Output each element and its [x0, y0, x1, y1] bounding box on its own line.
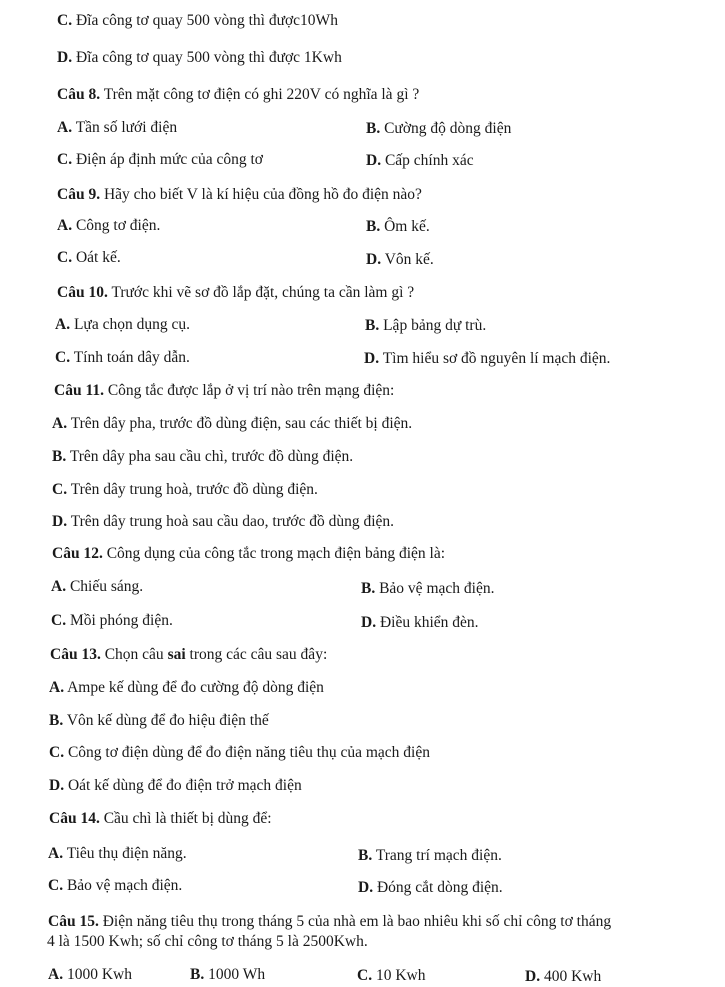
q11-option-a: A. Trên dây pha, trước đồ dùng điện, sau các thiết bị điện.	[52, 415, 413, 432]
q10-option-d: D. Tìm hiểu sơ đồ nguyên lí mạch điện.	[364, 350, 611, 367]
q15-option-d: D. 400 Kwh	[525, 968, 602, 985]
q14-option-b: B. Trang trí mạch điện.	[358, 847, 502, 864]
q13-option-c: C. Công tơ điện dùng để đo điện năng tiêu thụ của mạch điện	[49, 744, 430, 761]
q12-option-a: A. Chiếu sáng.	[51, 578, 144, 595]
q11-option-c: C. Trên dây trung hoà, trước đồ dùng điện.	[52, 481, 318, 498]
q8-option-b: B. Cường độ dòng điện	[366, 120, 512, 137]
q13-option-b: B. Vôn kế dùng để đo hiệu điện thế	[49, 712, 269, 729]
q12-option-d: D. Điều khiển đèn.	[361, 614, 479, 631]
q9-option-a: A. Công tơ điện.	[57, 217, 161, 234]
q15-option-b: B. 1000 Wh	[190, 966, 266, 983]
q14-option-c: C. Bảo vệ mạch điện.	[48, 877, 183, 894]
q11-option-d: D. Trên dây trung hoà sau cầu dao, trước đồ dùng điện.	[52, 513, 395, 530]
q15-option-c: C. 10 Kwh	[357, 967, 426, 984]
question-13: Câu 13. Chọn câu sai trong các câu sau đây:	[50, 646, 328, 663]
q8-option-a: A. Tần số lưới điện	[57, 119, 178, 136]
q12-option-c: C. Mồi phóng điện.	[51, 612, 173, 629]
q14-option-d: D. Đóng cắt dòng điện.	[358, 879, 503, 896]
q9-option-d: D. Vôn kế.	[366, 251, 434, 268]
q11-option-b: B. Trên dây pha sau cầu chì, trước đồ dùng điện.	[52, 448, 354, 465]
q8-option-d: D. Cấp chính xác	[366, 152, 474, 169]
q8-option-c: C. Điện áp định mức của công tơ	[57, 151, 263, 168]
emphasis-word: sai	[167, 646, 186, 663]
question-10: Câu 10. Trước khi vẽ sơ đồ lắp đặt, chúng ta cần làm gì ?	[57, 284, 415, 301]
q14-option-a: A. Tiêu thụ điện năng.	[48, 845, 187, 862]
q10-option-c: C. Tính toán dây dẫn.	[55, 349, 190, 366]
question-12: Câu 12. Công dụng của công tắc trong mạch điện bảng điện là:	[52, 545, 446, 562]
question-11: Câu 11. Công tắc được lắp ở vị trí nào trên mạng điện:	[54, 382, 395, 399]
q13-option-a: A. Ampe kế dùng để đo cường độ dòng điện	[49, 679, 324, 696]
q15-option-a: A. 1000 Kwh	[48, 966, 132, 983]
q7-option-c: C. Đĩa công tơ quay 500 vòng thì được10Wh	[57, 12, 338, 29]
question-14: Câu 14. Cầu chì là thiết bị dùng để:	[49, 810, 272, 827]
question-8: Câu 8. Trên mặt công tơ điện có ghi 220V có nghĩa là gì ?	[57, 86, 420, 103]
q12-option-b: B. Bảo vệ mạch điện.	[361, 580, 495, 597]
q13-option-d: D. Oát kế dùng để đo điện trở mạch điện	[49, 777, 302, 794]
q10-option-a: A. Lựa chọn dụng cụ.	[55, 316, 190, 333]
q9-option-c: C. Oát kế.	[57, 249, 121, 266]
question-15-continued: 4 là 1500 Kwh; số chỉ công tơ tháng 5 là 2500Kwh.	[47, 933, 368, 950]
q9-option-b: B. Ôm kế.	[366, 218, 430, 235]
question-9: Câu 9. Hãy cho biết V là kí hiệu của đồng hồ đo điện nào?	[57, 186, 422, 203]
q7-option-d: D. Đĩa công tơ quay 500 vòng thì được 1Kwh	[57, 49, 342, 66]
q10-option-b: B. Lập bảng dự trù.	[365, 317, 487, 334]
question-15: Câu 15. Điện năng tiêu thụ trong tháng 5 của nhà em là bao nhiêu khi số chỉ công tơ tháng	[48, 913, 612, 930]
